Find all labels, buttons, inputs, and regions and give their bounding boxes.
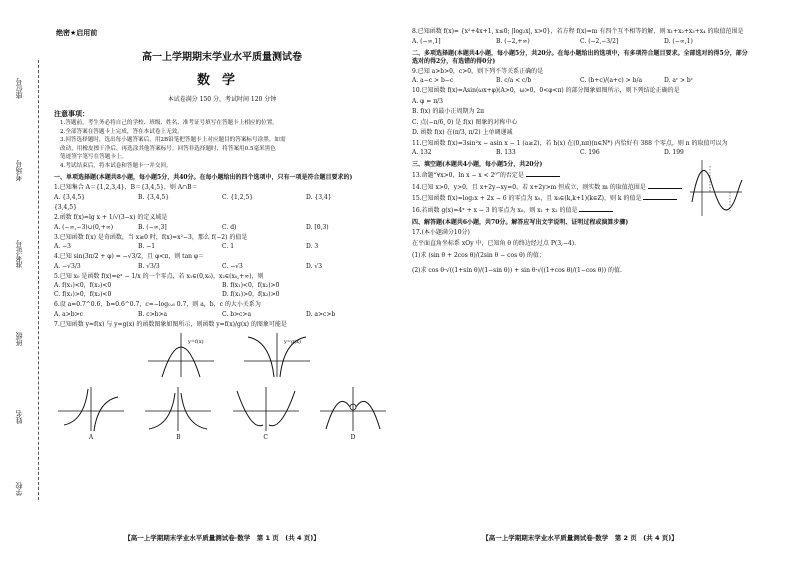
option: A. {3,4,5} — [54, 193, 86, 201]
question-11-options — [412, 148, 748, 157]
side-school: 学校 — [15, 482, 23, 496]
label-f: y=f(x) — [188, 339, 204, 345]
graph-g-svg — [240, 331, 314, 379]
option-graph-c-svg — [229, 385, 303, 433]
note-line: 3.回答选择题时，选出每小题答案后，用2B铅笔把答题卡上对应题目的答案标号涂黑。如需 — [60, 137, 286, 143]
question-16-text: 16.若函数 g(x)=4ˣ + x − 3 的零点为 x₀，则 x₁ + x₂ 的值是 — [412, 206, 578, 214]
option: D. aᶜ > bᶜ — [664, 77, 693, 84]
sine-graph-svg — [688, 158, 744, 218]
page-1 — [54, 22, 390, 542]
option: D. √3 — [306, 262, 323, 270]
section-1-heading: 一、单项选择题(本题共8小题，每小题5分，共40分。在每小题给出的四个选项中，只有一项是符合题目要求的) — [54, 174, 353, 181]
question-6-options — [54, 310, 390, 319]
curve-a-right — [94, 397, 118, 431]
graph-f-svg — [144, 331, 218, 379]
question-7: 7.已知函数 y=f(x) 与 y=g(x) 的函数图象如图所示，则函数 y=f(x)/g(x) 的图象可能是 — [54, 320, 287, 328]
page-2-footer: 【高一上学期期末学业水平质量测试卷·数学 第 2 页 (共 4 页)】 — [482, 534, 678, 542]
question-6: 6.设 a=0.7^0.6，b=0.6^0.7，c=−log₀.₆ 0.7，则 a，b，c 的大小关系为 — [54, 301, 261, 308]
section-4-heading: 四、解答题(本题共6小题，共70分。解答应写出文字说明、证明过程或演算步骤) — [412, 219, 629, 226]
caption-a: A — [88, 434, 94, 441]
option: C. {1,2,5} — [222, 193, 254, 201]
option-graph-d — [316, 385, 390, 439]
graph-f — [144, 331, 218, 381]
secret-label: 绝密★启用前 — [56, 29, 98, 37]
option-graph-c — [229, 385, 303, 439]
option: D. 199 — [664, 149, 684, 156]
option: C. 196 — [580, 149, 600, 156]
note-line: 4.考试结束后，将本试卷和答题卡一并交回。 — [60, 162, 172, 169]
section-2-heading: 二、多项选择题(本题共4小题，每小题5分，共20分。在每小题给出的选项中，有多项符合题目要求。全部选对的得5分，部分选对的得2分，有选错的得0分) — [412, 49, 748, 65]
option: C. 1 — [222, 243, 235, 250]
question-14-text: 14.已知 x>0，y>0，且 x+2y−xy=0，若 x+2y>m 恒成立，则实数 m 的取值范围是 — [412, 183, 646, 191]
option: A. 132 — [412, 149, 432, 156]
curve-d-right — [356, 401, 380, 429]
option: A. a>b>c — [54, 310, 83, 318]
question-17-heading: 17.(本小题满分10分) — [412, 229, 470, 236]
note-line: 笔迹签字笔写在答题卡上。 — [60, 154, 128, 160]
option: A. −3 — [54, 243, 71, 250]
question-17-part-1: (1)求 (sin θ + 2cos θ)/(2sin θ − cos θ) 的值； — [412, 252, 545, 259]
caption-b: B — [176, 434, 181, 441]
curve-g-left — [248, 337, 274, 377]
option: A. (−∞,−3)∪(0,+∞) — [54, 223, 114, 231]
option: A. −√3/3 — [54, 262, 81, 270]
option: B. (−∞,3] — [138, 223, 167, 231]
question-4: 4.已知 sin(3π/2 + φ) = −√3/2，且 φ<π，则 tan φ＝ — [54, 253, 205, 260]
question-5-options-2 — [54, 290, 390, 299]
question-10-figure — [688, 158, 744, 218]
option-graph-a — [54, 385, 128, 439]
side-exam-no: 准考证号 — [15, 240, 23, 268]
note-line: 改动，用橡皮擦干净后，再选涂其他答案标号。回答非选择题时，将答案用0.5毫米黑色 — [60, 145, 276, 152]
option: C. f(x₁)>0，f(x₂)<0 — [54, 291, 112, 298]
option: D. (−∞,1) — [664, 37, 693, 45]
graph-g — [240, 331, 314, 381]
question-7-given-graphs — [144, 331, 390, 381]
question-4-options — [54, 262, 390, 271]
caption-c: C — [263, 434, 268, 441]
option-graph-b — [141, 385, 215, 439]
notes-title: 注意事项： — [54, 109, 89, 118]
option: D. f(x₁)>0，f(x₂)>0 — [222, 291, 280, 298]
question-7-option-graphs — [54, 385, 390, 439]
option: D. a>c>b — [306, 310, 336, 318]
exam-info: 本试卷满分 150 分，考试时间 120 分钟 — [167, 96, 277, 103]
question-2: 2.函数 f(x)=lg x + 1/√(3−x) 的定义域是 — [54, 214, 168, 221]
side-seat-no: 座位号 — [15, 78, 23, 99]
side-name: 姓名 — [15, 410, 23, 424]
question-8: 8.已知函数 f(x)= {x²+4x+1, x≤0; |log₂x|, x>0}，若方程 f(x)=m 有四个互不相等的解，则 x₁+x₂+x₃+x₄ 的取值范围是 — [412, 28, 744, 35]
question-5-options — [54, 281, 390, 290]
option: D. 函数 f(x) 在(π/3, π/2) 上单调递减 — [412, 129, 513, 136]
question-10: 10.已知函数 f(x)=Asin(ωx+φ)(A>0，ω>0，0<φ<π) 的部分图象如图所示，则下列结论正确的是 — [412, 87, 680, 94]
question-13-text: 13.命题“∀x>0，ln x − x < 2⁰”的否定是 — [412, 172, 524, 179]
option-graph-d-svg — [316, 385, 390, 433]
option: B. √3/3 — [138, 262, 160, 270]
question-2-options — [54, 223, 390, 232]
option-graph-a-svg — [54, 385, 128, 433]
question-1: 1.已知集合 A＝{1,2,3,4}，B＝{3,4,5}，则 A∩B＝ — [54, 184, 198, 191]
option: B. (−2,+∞) — [496, 37, 530, 45]
question-5: 5.已知 x₀ 是函数 f(x)=eˣ − 1/x 的一个零点，若 x₁∈(0,x₀)，x₂∈(x₀,+∞)，则 — [54, 272, 264, 280]
page-1-footer: 【高一上学期期末学业水平质量测试卷·数学 第 1 页 (共 4 页)】 — [124, 534, 320, 542]
option: B. c/a < c/b — [496, 77, 532, 84]
label-g: y=g(x) — [284, 339, 301, 345]
question-17-part-2: (2)求 cos θ·√((1+sin θ)/(1−sin θ)) + sin θ·√((1+cos θ)/(1−cos θ)) 的值. — [412, 266, 622, 274]
option: B. −1 — [138, 243, 156, 250]
option: B. f(x) 的最小正周期为 2π — [412, 108, 485, 115]
question-17-text: 在平面直角坐标系 xOy 中，已知角 θ 的终边经过点 P(3,−4). — [412, 239, 577, 247]
curve-d-left — [326, 401, 350, 429]
option: C. b>c>a — [222, 310, 252, 318]
option: D. {3,4} — [306, 193, 332, 201]
note-line: 2.全部答案在答题卡上完成，答在本试卷上无效。 — [60, 128, 183, 135]
option-graph-b-svg — [141, 385, 215, 433]
sine-curve — [692, 170, 742, 210]
curve-c-right — [269, 391, 295, 426]
option: A. a−c > b−c — [412, 77, 454, 84]
option: A. f(x₁)<0，f(x₂)<0 — [54, 282, 112, 289]
section-3-heading: 三、填空题(本题共4小题，每小题5分，共20分) — [412, 161, 543, 168]
page-2 — [412, 22, 748, 542]
curve-a-left — [64, 389, 88, 425]
question-9-options — [412, 76, 748, 85]
side-exam-room: 考场号 — [15, 160, 23, 181]
question-8-options — [412, 37, 748, 46]
exam-title: 高一上学期期末学业水平质量测试卷 — [142, 52, 302, 63]
note-line: 1.答题前，考生务必将自己的学校、班级、姓名、准考证号填写在答题卡上相应的位置。 — [60, 120, 278, 126]
question-11: 11.已知函数 f(x)=3sin²x − asin x − 1 (a≥2)，若 h(x) 在(0,nπ)(n∈N*) 内恰好有 388 个零点，则 n 的取值可以为 — [412, 139, 728, 147]
option: C. −√3 — [222, 262, 243, 270]
option: C. (b+c)/(a+c) > b/a — [580, 77, 643, 84]
answer-blank — [526, 171, 560, 177]
option: C. 点(−π/6, 0) 是 f(x) 图象的对称中心 — [412, 118, 518, 126]
question-9: 9.已知 a>b>0，c>0，则下列不等关系正确的是 — [412, 67, 544, 75]
seal-line — [38, 60, 39, 500]
option: C. (−2,−3/2] — [580, 37, 619, 45]
option: B. c>b>a — [138, 310, 168, 318]
option: C. d) — [222, 223, 237, 231]
question-15-text: 15.已知函数 f(x)=log₂x + 2x − 6 的零点为 x₀，且 x₀∈(k,k+1)(k∈Z)，则 k 的值是 — [412, 195, 642, 202]
option: D. 3 — [306, 243, 319, 250]
option: A. φ = π/3 — [412, 97, 443, 105]
exam-subject: 数学 — [196, 73, 247, 88]
question-3-options — [54, 242, 390, 251]
answer-blank — [579, 206, 613, 212]
option: D. [0,3) — [306, 223, 329, 231]
side-labels — [10, 70, 32, 510]
option: B. 133 — [496, 149, 516, 156]
question-1-options — [54, 193, 390, 202]
question-3: 3.已知函数 f(x) 是奇函数，当 x≥0 时，f(x)=x²−3，那么 f(−2) 的值是 — [54, 233, 248, 241]
side-class: 班级 — [15, 332, 23, 346]
option: B. f(x₁)<0，f(x₂)>0 — [222, 282, 280, 289]
answer-blank — [643, 194, 677, 200]
answer-blank — [648, 183, 682, 189]
curve-c-left — [237, 391, 263, 426]
option: B. {3,4,5} — [138, 193, 170, 201]
question-1-extra: {3,4,5} — [54, 203, 77, 211]
option: A. (−∞,1] — [412, 37, 441, 45]
caption-d: D — [350, 434, 356, 441]
